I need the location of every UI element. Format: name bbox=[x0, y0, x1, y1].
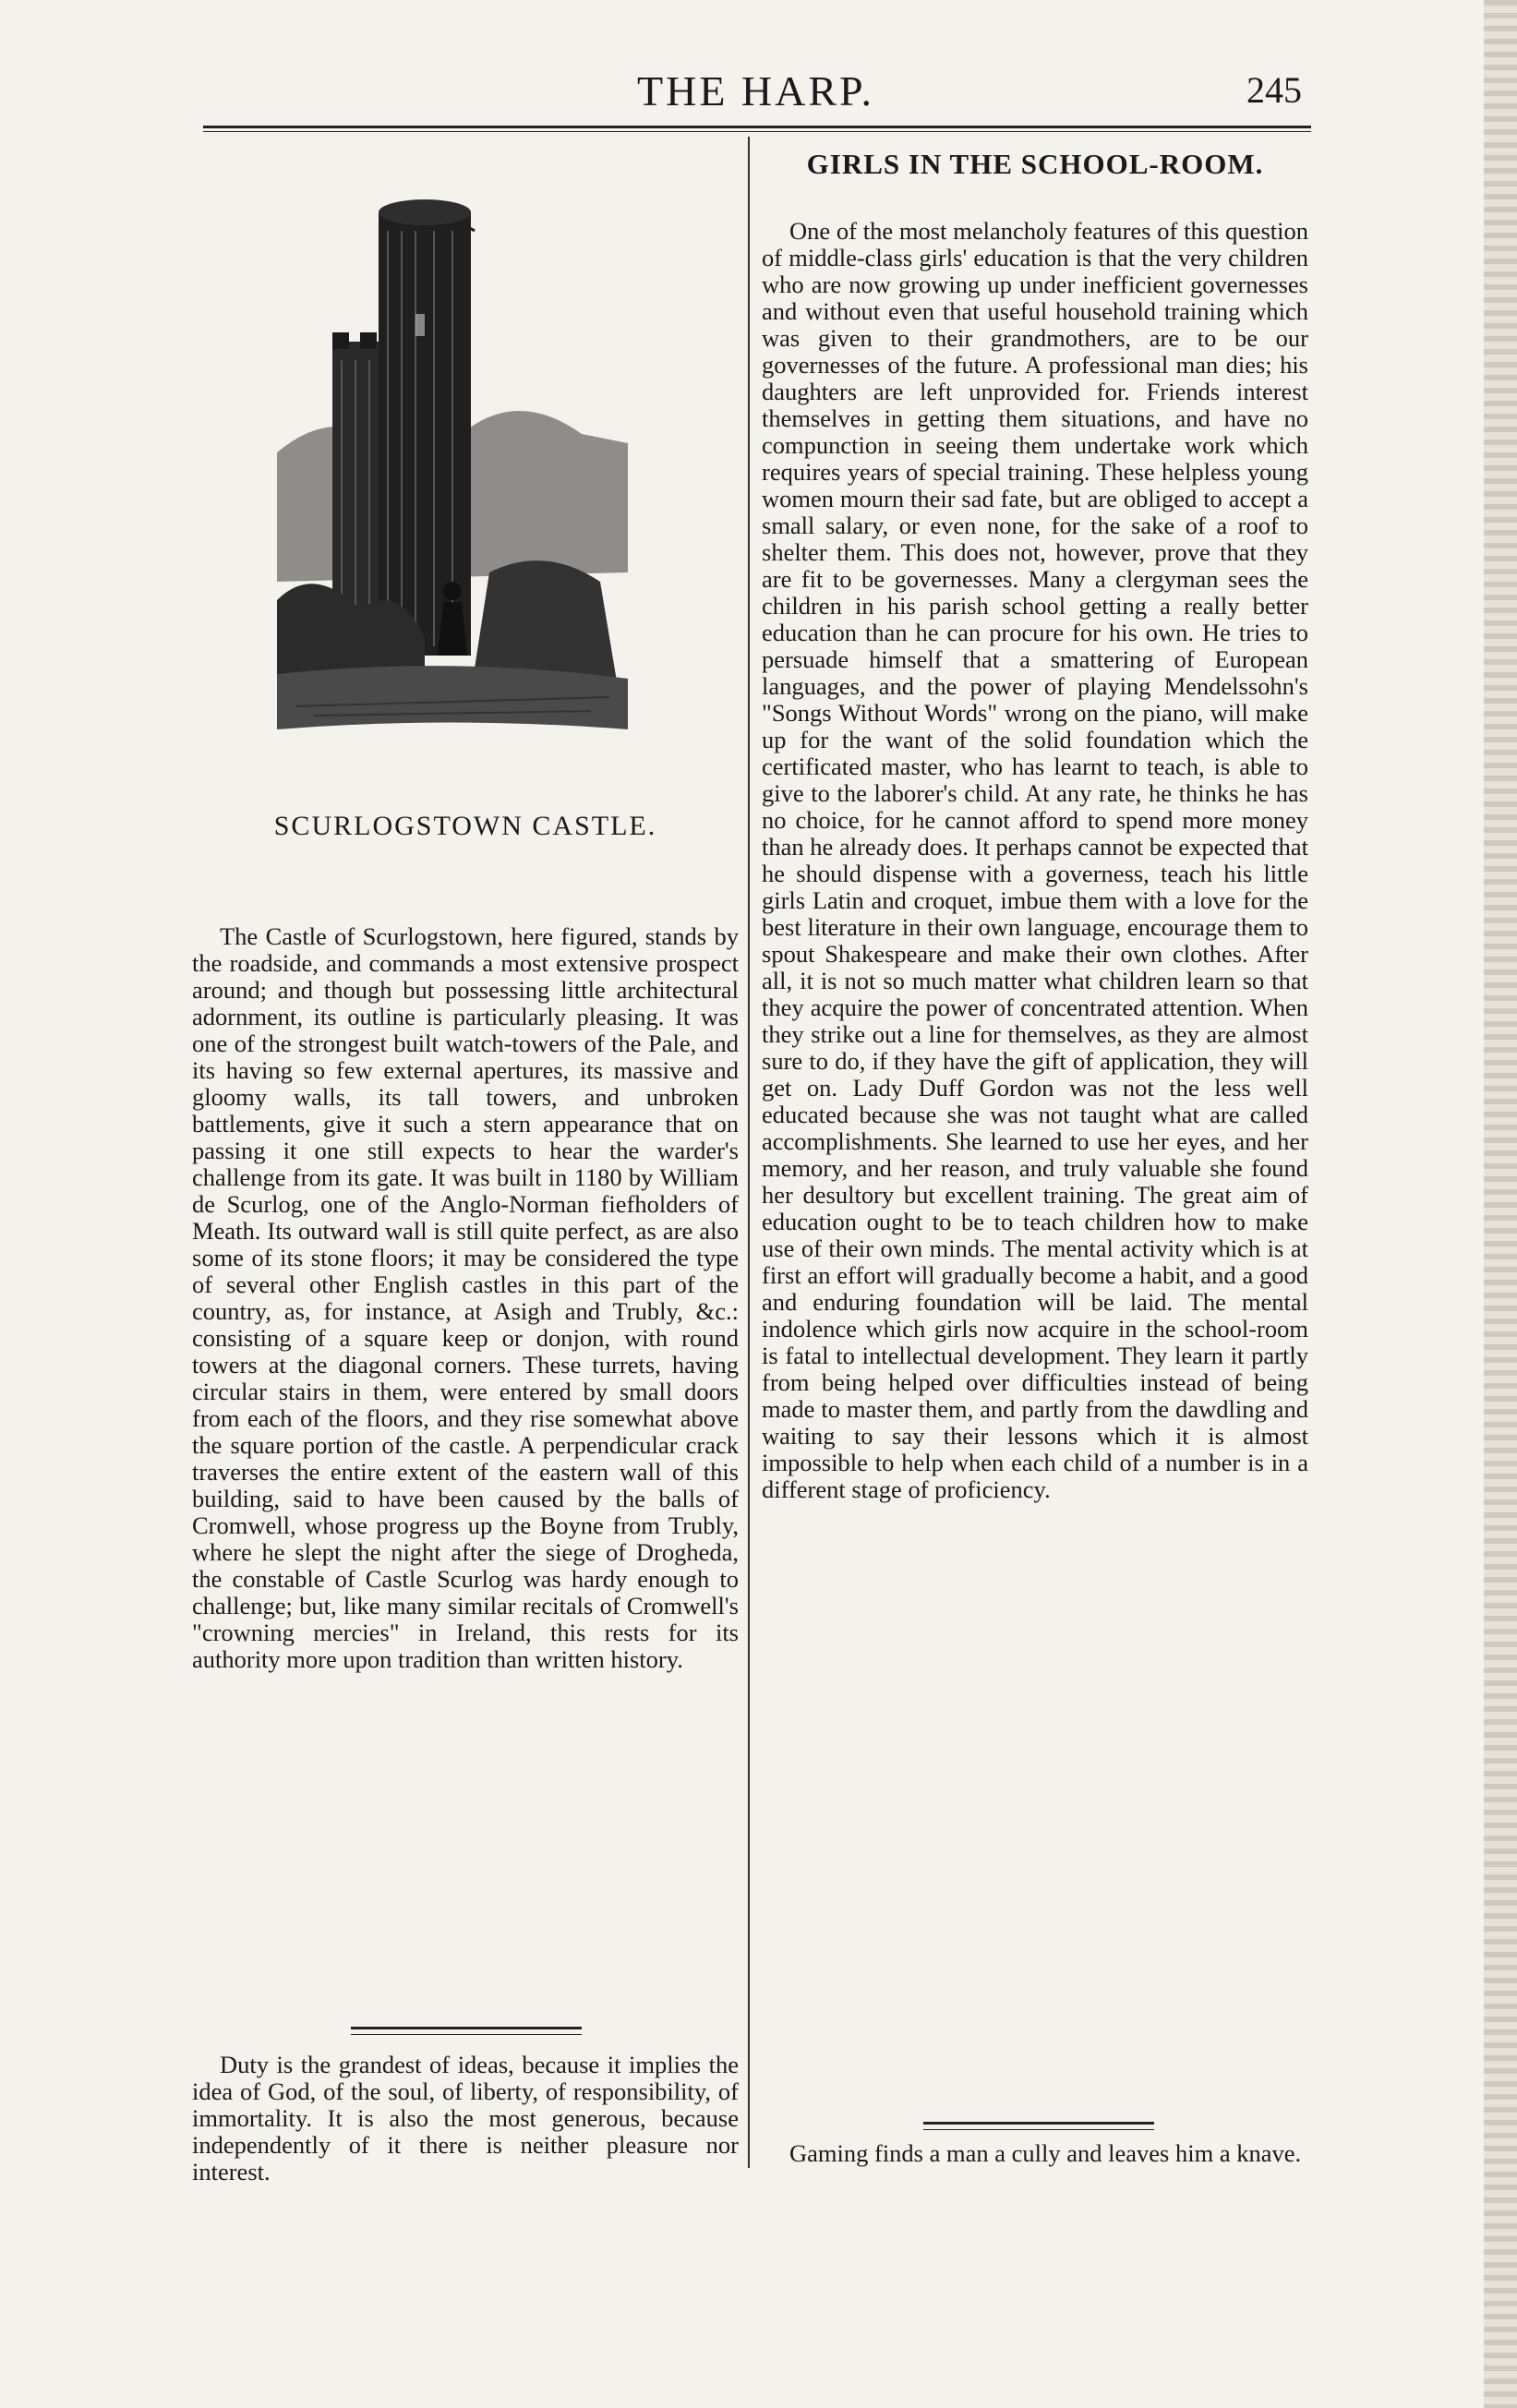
column-divider bbox=[748, 137, 750, 2168]
header-rule bbox=[203, 126, 1311, 132]
right-separator-rule-thin bbox=[923, 2129, 1154, 2130]
left-separator-rule-thin bbox=[351, 2034, 582, 2035]
left-separator-rule bbox=[351, 2027, 582, 2029]
castle-article-paragraph: The Castle of Scurlogstown, here figured, stands by the roadside, and commands a most extensive prospect around; and though but possessing little architectural adornment, its outline is particularly pleasing. It was one of the strongest built watch-towers of the Pale, and its having so few external apertures, its massive and gloomy walls, its tall towers, and unbroken battlements, give it such a stern appearance that on passing it one still expects to hear the warder's challenge from its gate. It was built in 1180 by William de Scurlog, one of the Anglo-Norman fiefholders of Meath. Its outward wall is still quite perfect, as are also some of its stone floors; it may be considered the type of several other English castles in this part of the country, as, for instance, at Asigh and Trubly, &c.: consisting of a square keep or donjon, with round towers at the diagonal corners. These turrets, having circular stairs in them, were entered by small doors from each of the floors, and they rise somewhat above the square portion of the castle. A perpendicular crack traverses the entire extent of the eastern wall of this building, said to have been caused by the balls of Cromwell, whose progress up the Boyne from Trubly, where he slept the night after the siege of Drogheda, the constable of Castle Scurlog was hardy enough to challenge; but, like many similar recitals of Cromwell's "crowning mercies" in Ireland, this rests for its authority more upon tradition than written history. bbox=[192, 922, 739, 1673]
school-room-article-paragraph: One of the most melancholy features of this question of middle-class girls' education is that the very children who are now growing up under inefficient governesses and without even that useful household training which was given to their grandmothers, are to be our governesses of the future. A professional man dies; his daughters are left unprovided for. Friends interest themselves in getting them situations, and have no compunction in seeing them undertake work which requires years of special training. These helpless young women mourn their sad fate, but are obliged to accept a small salary, or even none, for the sake of a roof to shelter them. This does not, however, prove that they are fit to be governesses. Many a clergyman sees the children in his parish school getting a really better education than he can procure for his own. He tries to persuade himself that a smattering of European languages, and the power of playing Mendelssohn's "Songs Without Words" wrong on the piano, will make up for the want of the solid foundation which the certificated master, who has learnt to teach, is able to give to the laborer's child. At any rate, he thinks he has no choice, for he cannot afford to spend more money than he already does. It perhaps cannot be expected that he should dispense with a governess, teach his little girls Latin and croquet, imbue them with a love for the best literature in their own language, encourage them to spout Shakespeare and make their own clothes. After all, it is not so much matter what children learn so that they acquire the power of concentrated attention. When they strike out a line for themselves, as they are almost sure to do, if they have the gift of application, they will get on. Lady Duff Gordon was not the less well educated because she was not taught what are called accomplishments. She learned to use her eyes, and her memory, and her reason, and truly valuable she found her desultory but excellent training. The great aim of education ought to be to teach children how to make use of their own minds. The mental activity which is at first an effort will gradually become a habit, and a good and enduring foundation will be laid. The mental indolence which girls now acquire in the school-room is fatal to intellectual development. They learn it partly from being helped over difficulties instead of being made to master them, and partly from the dawdling and waiting to say their lessons which it is almost impossible to help when each child of a number is in a different stage of proficiency. bbox=[762, 217, 1308, 1503]
castle-illustration bbox=[277, 175, 628, 766]
castle-article bbox=[192, 923, 739, 1673]
illustration-caption: SCURLOGSTOWN CASTLE. bbox=[273, 811, 657, 841]
duty-quote bbox=[192, 2052, 739, 2185]
gaming-quote-text: Gaming finds a man a cully and leaves him a knave. bbox=[789, 2139, 1302, 2167]
gaming-quote bbox=[762, 2140, 1308, 2167]
page-number: 245 bbox=[1246, 69, 1302, 111]
running-title: THE HARP. bbox=[637, 67, 875, 114]
article-title: GIRLS IN THE SCHOOL-ROOM. bbox=[806, 148, 1264, 180]
binding-edge bbox=[1484, 0, 1517, 2408]
duty-quote-text: Duty is the grandest of ideas, because it implies the idea of God, of the soul, of liberty, of responsibility, of immortality. It is also the most generous, because independently of it there is neither pleasure nor interest. bbox=[192, 2051, 739, 2185]
page-header bbox=[203, 66, 1311, 122]
right-separator-rule bbox=[923, 2122, 1154, 2125]
school-room-article bbox=[762, 218, 1308, 1503]
